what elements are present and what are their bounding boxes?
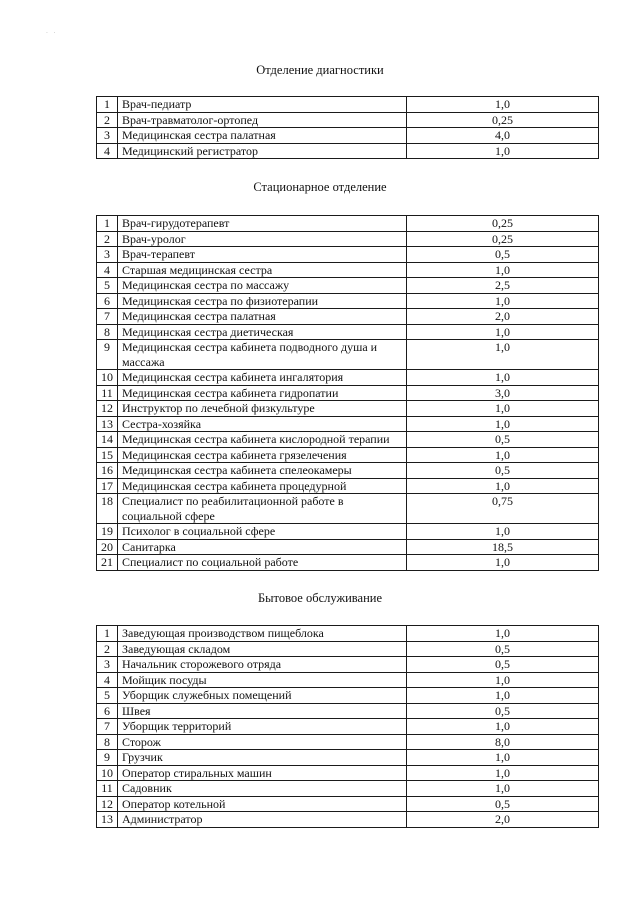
staff-units: 2,0 bbox=[407, 812, 599, 828]
row-number: 8 bbox=[97, 734, 118, 750]
staff-units: 0,5 bbox=[407, 463, 599, 479]
row-number: 5 bbox=[97, 278, 118, 294]
row-number: 18 bbox=[97, 494, 118, 524]
row-number: 16 bbox=[97, 463, 118, 479]
table-row bbox=[97, 340, 599, 370]
position-name: Медицинская сестра диетическая bbox=[118, 324, 407, 340]
staff-units: 0,25 bbox=[407, 216, 599, 232]
position-name: Сторож bbox=[118, 734, 407, 750]
table-row bbox=[97, 812, 599, 828]
table-row bbox=[97, 688, 599, 704]
table-row bbox=[97, 231, 599, 247]
position-name: Специалист по реабилитационной работе в социальной сфере bbox=[118, 494, 407, 524]
position-name: Администратор bbox=[118, 812, 407, 828]
position-name: Медицинская сестра кабинета процедурной bbox=[118, 478, 407, 494]
position-name: Медицинская сестра кабинета кислородной терапии bbox=[118, 432, 407, 448]
staff-units: 1,0 bbox=[407, 416, 599, 432]
row-number: 5 bbox=[97, 688, 118, 704]
table-row bbox=[97, 555, 599, 571]
staff-units: 0,75 bbox=[407, 494, 599, 524]
staff-units: 1,0 bbox=[407, 340, 599, 370]
scan-artifact: · · bbox=[46, 30, 56, 37]
row-number: 20 bbox=[97, 539, 118, 555]
staff-units: 1,0 bbox=[407, 719, 599, 735]
position-name: Мойщик посуды bbox=[118, 672, 407, 688]
row-number: 3 bbox=[97, 247, 118, 263]
staff-units: 0,5 bbox=[407, 432, 599, 448]
staff-units: 0,5 bbox=[407, 657, 599, 673]
row-number: 3 bbox=[97, 657, 118, 673]
position-name: Медицинская сестра кабинета ингалятория bbox=[118, 370, 407, 386]
row-number: 9 bbox=[97, 340, 118, 370]
table-row bbox=[97, 324, 599, 340]
staff-units: 1,0 bbox=[407, 293, 599, 309]
table-row bbox=[97, 247, 599, 263]
position-name: Начальник сторожевого отряда bbox=[118, 657, 407, 673]
row-number: 1 bbox=[97, 626, 118, 642]
table-row bbox=[97, 657, 599, 673]
row-number: 10 bbox=[97, 370, 118, 386]
row-number: 1 bbox=[97, 97, 118, 113]
row-number: 7 bbox=[97, 719, 118, 735]
position-name: Медицинская сестра кабинета грязелечения bbox=[118, 447, 407, 463]
position-name: Санитарка bbox=[118, 539, 407, 555]
row-number: 11 bbox=[97, 385, 118, 401]
staff-units: 1,0 bbox=[407, 524, 599, 540]
position-name: Заведующая производством пищеблока bbox=[118, 626, 407, 642]
row-number: 2 bbox=[97, 641, 118, 657]
table-row bbox=[97, 262, 599, 278]
table-inpatient bbox=[96, 215, 599, 571]
table-row bbox=[97, 401, 599, 417]
row-number: 4 bbox=[97, 143, 118, 159]
row-number: 1 bbox=[97, 216, 118, 232]
position-name: Психолог в социальной сфере bbox=[118, 524, 407, 540]
staff-units: 1,0 bbox=[407, 672, 599, 688]
table-row bbox=[97, 781, 599, 797]
staff-units: 1,0 bbox=[407, 370, 599, 386]
table-row bbox=[97, 539, 599, 555]
position-name: Врач-травматолог-ортопед bbox=[118, 112, 407, 128]
table-row bbox=[97, 463, 599, 479]
table-row bbox=[97, 416, 599, 432]
table-row bbox=[97, 309, 599, 325]
table-row bbox=[97, 641, 599, 657]
table-row bbox=[97, 447, 599, 463]
table-row bbox=[97, 626, 599, 642]
staff-units: 1,0 bbox=[407, 401, 599, 417]
staff-units: 0,5 bbox=[407, 703, 599, 719]
table-household bbox=[96, 625, 599, 828]
table-row bbox=[97, 703, 599, 719]
staff-units: 1,0 bbox=[407, 324, 599, 340]
position-name: Медицинская сестра по массажу bbox=[118, 278, 407, 294]
position-name: Оператор котельной bbox=[118, 796, 407, 812]
table-row bbox=[97, 112, 599, 128]
row-number: 12 bbox=[97, 796, 118, 812]
row-number: 13 bbox=[97, 812, 118, 828]
staff-units: 1,0 bbox=[407, 478, 599, 494]
position-name: Швея bbox=[118, 703, 407, 719]
row-number: 8 bbox=[97, 324, 118, 340]
table-row bbox=[97, 719, 599, 735]
table-row bbox=[97, 734, 599, 750]
position-name: Медицинский регистратор bbox=[118, 143, 407, 159]
section-title-diagnostics: Отделение диагностики bbox=[256, 63, 384, 77]
position-name: Инструктор по лечебной физкультуре bbox=[118, 401, 407, 417]
position-name: Специалист по социальной работе bbox=[118, 555, 407, 571]
table-row bbox=[97, 796, 599, 812]
row-number: 7 bbox=[97, 309, 118, 325]
position-name: Врач-терапевт bbox=[118, 247, 407, 263]
row-number: 13 bbox=[97, 416, 118, 432]
staff-units: 3,0 bbox=[407, 385, 599, 401]
staff-units: 1,0 bbox=[407, 688, 599, 704]
table-row bbox=[97, 750, 599, 766]
position-name: Медицинская сестра палатная bbox=[118, 128, 407, 144]
position-name: Сестра-хозяйка bbox=[118, 416, 407, 432]
row-number: 10 bbox=[97, 765, 118, 781]
row-number: 2 bbox=[97, 231, 118, 247]
row-number: 12 bbox=[97, 401, 118, 417]
staff-units: 4,0 bbox=[407, 128, 599, 144]
table-row bbox=[97, 97, 599, 113]
table-row bbox=[97, 385, 599, 401]
position-name: Уборщик территорий bbox=[118, 719, 407, 735]
position-name: Медицинская сестра кабинета гидропатии bbox=[118, 385, 407, 401]
position-name: Заведующая складом bbox=[118, 641, 407, 657]
table-row bbox=[97, 765, 599, 781]
position-name: Старшая медицинская сестра bbox=[118, 262, 407, 278]
position-name: Медицинская сестра кабинета спелеокамеры bbox=[118, 463, 407, 479]
position-name: Садовник bbox=[118, 781, 407, 797]
staff-units: 0,5 bbox=[407, 641, 599, 657]
row-number: 6 bbox=[97, 293, 118, 309]
row-number: 11 bbox=[97, 781, 118, 797]
row-number: 3 bbox=[97, 128, 118, 144]
staff-units: 1,0 bbox=[407, 447, 599, 463]
row-number: 19 bbox=[97, 524, 118, 540]
staff-units: 1,0 bbox=[407, 143, 599, 159]
section-title-inpatient: Стационарное отделение bbox=[253, 180, 387, 194]
staff-units: 1,0 bbox=[407, 97, 599, 113]
row-number: 21 bbox=[97, 555, 118, 571]
staff-units: 1,0 bbox=[407, 262, 599, 278]
position-name: Медицинская сестра по физиотерапии bbox=[118, 293, 407, 309]
row-number: 15 bbox=[97, 447, 118, 463]
position-name: Грузчик bbox=[118, 750, 407, 766]
table-row bbox=[97, 672, 599, 688]
table-row bbox=[97, 216, 599, 232]
row-number: 17 bbox=[97, 478, 118, 494]
staff-units: 1,0 bbox=[407, 781, 599, 797]
staff-units: 0,5 bbox=[407, 796, 599, 812]
position-name: Медицинская сестра палатная bbox=[118, 309, 407, 325]
row-number: 6 bbox=[97, 703, 118, 719]
table-row bbox=[97, 278, 599, 294]
staff-units: 1,0 bbox=[407, 750, 599, 766]
staff-units: 8,0 bbox=[407, 734, 599, 750]
staff-units: 0,5 bbox=[407, 247, 599, 263]
table-diagnostics bbox=[96, 96, 599, 159]
position-name: Медицинская сестра кабинета подводного душа и массажа bbox=[118, 340, 407, 370]
row-number: 4 bbox=[97, 672, 118, 688]
table-row bbox=[97, 370, 599, 386]
table-row bbox=[97, 478, 599, 494]
row-number: 2 bbox=[97, 112, 118, 128]
staff-units: 0,25 bbox=[407, 112, 599, 128]
staff-units: 2,0 bbox=[407, 309, 599, 325]
staff-units: 0,25 bbox=[407, 231, 599, 247]
table-row bbox=[97, 524, 599, 540]
row-number: 4 bbox=[97, 262, 118, 278]
table-row bbox=[97, 494, 599, 524]
position-name: Врач-педиатр bbox=[118, 97, 407, 113]
staff-units: 18,5 bbox=[407, 539, 599, 555]
table-row bbox=[97, 432, 599, 448]
row-number: 14 bbox=[97, 432, 118, 448]
position-name: Врач-уролог bbox=[118, 231, 407, 247]
staff-units: 2,5 bbox=[407, 278, 599, 294]
staff-units: 1,0 bbox=[407, 626, 599, 642]
table-row bbox=[97, 143, 599, 159]
table-row bbox=[97, 293, 599, 309]
position-name: Врач-гирудотерапевт bbox=[118, 216, 407, 232]
staff-units: 1,0 bbox=[407, 555, 599, 571]
section-title-household: Бытовое обслуживание bbox=[257, 591, 383, 605]
table-row bbox=[97, 128, 599, 144]
row-number: 9 bbox=[97, 750, 118, 766]
position-name: Уборщик служебных помещений bbox=[118, 688, 407, 704]
position-name: Оператор стиральных машин bbox=[118, 765, 407, 781]
staff-units: 1,0 bbox=[407, 765, 599, 781]
